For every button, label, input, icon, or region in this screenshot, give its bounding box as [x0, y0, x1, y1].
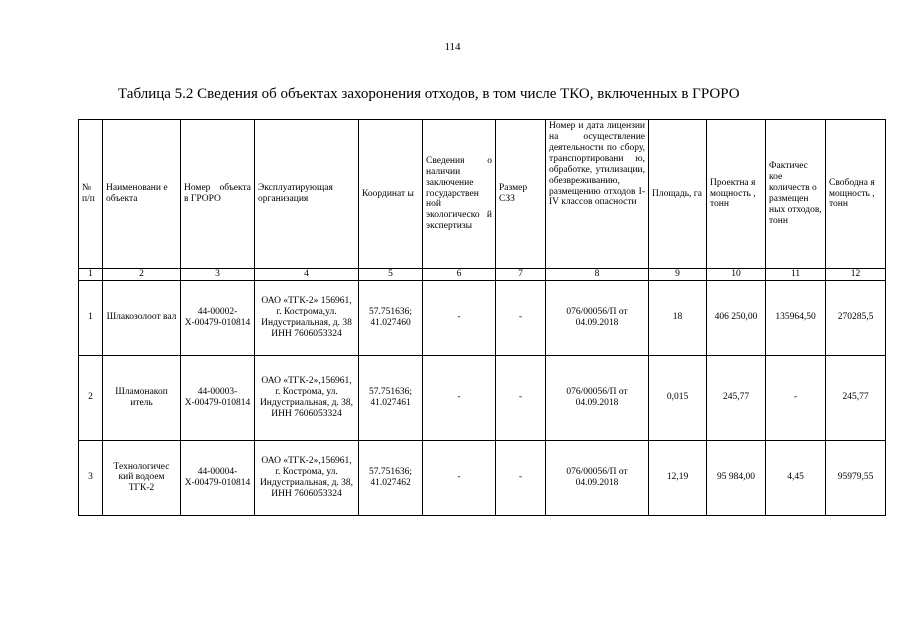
cell-actual-amount: 135964,50: [766, 280, 826, 355]
cell-area: 18: [649, 280, 707, 355]
column-number: 12: [826, 269, 886, 281]
header-cell-operator: Эксплуатирующая организация: [255, 120, 359, 269]
header-cell-area: Площадь, га: [649, 120, 707, 269]
cell-szz-size: -: [496, 440, 546, 515]
cell-number: 2: [79, 355, 103, 440]
column-number-row: [79, 269, 886, 281]
page-number: 114: [444, 41, 461, 53]
cell-expertise: -: [423, 355, 496, 440]
cell-groro-number: 44-00004-Х-00479-010814: [181, 440, 255, 515]
cell-number: 3: [79, 440, 103, 515]
cell-license: 076/00056/П от 04.09.2018: [546, 280, 649, 355]
cell-free-capacity: 270285,5: [826, 280, 886, 355]
cell-expertise: -: [423, 440, 496, 515]
table-row: [79, 355, 886, 440]
cell-groro-number: 44-00003-Х-00479-010814: [181, 355, 255, 440]
cell-design-capacity: 95 984,00: [707, 440, 766, 515]
cell-number: 1: [79, 280, 103, 355]
cell-object-name: Технологичес кий водоем ТГК-2: [103, 440, 181, 515]
column-number: 5: [359, 269, 423, 281]
cell-design-capacity: 245,77: [707, 355, 766, 440]
cell-actual-amount: 4,45: [766, 440, 826, 515]
column-number: 8: [546, 269, 649, 281]
header-cell-expertise: Сведения о наличии заключение государствен ной экологическо й экспертизы: [423, 120, 496, 269]
cell-free-capacity: 245,77: [826, 355, 886, 440]
column-number: 9: [649, 269, 707, 281]
cell-operator: ОАО «ТГК-2»,156961, г. Кострома, ул. Индустриальная, д. 38, ИНН 7606053324: [255, 440, 359, 515]
cell-area: 12,19: [649, 440, 707, 515]
cell-object-name: Шламонакоп итель: [103, 355, 181, 440]
cell-license: 076/00056/П от 04.09.2018: [546, 440, 649, 515]
table-row: [79, 280, 886, 355]
waste-objects-table: [78, 119, 886, 516]
cell-szz-size: -: [496, 355, 546, 440]
header-cell-design-capacity: Проектна я мощность , тонн: [707, 120, 766, 269]
cell-area: 0,015: [649, 355, 707, 440]
table-row: [79, 440, 886, 515]
cell-actual-amount: -: [766, 355, 826, 440]
header-cell-free-capacity: Свободна я мощность , тонн: [826, 120, 886, 269]
header-cell-szz-size: Размер СЗЗ: [496, 120, 546, 269]
header-cell-license: Номер и дата лицензии на осуществление деятельности по сбору, транспортировани ю, обработке, утилизации, обезвреживанию, размещению отходов I-IV классов опасности: [546, 120, 649, 269]
header-cell-number: № п/п: [79, 120, 103, 269]
column-number: 1: [79, 269, 103, 281]
column-number: 7: [496, 269, 546, 281]
cell-coordinates: 57.751636; 41.027460: [359, 280, 423, 355]
header-cell-coordinates: Координат ы: [359, 120, 423, 269]
cell-expertise: -: [423, 280, 496, 355]
table-header-row: [79, 120, 886, 269]
cell-coordinates: 57.751636; 41.027461: [359, 355, 423, 440]
column-number: 10: [707, 269, 766, 281]
cell-szz-size: -: [496, 280, 546, 355]
cell-operator: ОАО «ТГК-2» 156961, г. Кострома,ул. Индустриальная, д. 38 ИНН 7606053324: [255, 280, 359, 355]
cell-groro-number: 44-00002-Х-00479-010814: [181, 280, 255, 355]
column-number: 3: [181, 269, 255, 281]
cell-coordinates: 57.751636; 41.027462: [359, 440, 423, 515]
cell-operator: ОАО «ТГК-2»,156961, г. Кострома, ул. Индустриальная, д. 38, ИНН 7606053324: [255, 355, 359, 440]
cell-design-capacity: 406 250,00: [707, 280, 766, 355]
header-cell-groro-number: Номер объекта в ГРОРО: [181, 120, 255, 269]
header-cell-object-name: Наименовани е объекта: [103, 120, 181, 269]
cell-free-capacity: 95979,55: [826, 440, 886, 515]
header-cell-actual-amount: Фактичес кое количеств о размещен ных отходов, тонн: [766, 120, 826, 269]
column-number: 2: [103, 269, 181, 281]
column-number: 4: [255, 269, 359, 281]
column-number: 6: [423, 269, 496, 281]
cell-object-name: Шлакозолоот вал: [103, 280, 181, 355]
cell-license: 076/00056/П от 04.09.2018: [546, 355, 649, 440]
table-title: Таблица 5.2 Сведения об объектах захоронения отходов, в том числе ТКО, включенных в ГРОРО: [118, 86, 740, 102]
column-number: 11: [766, 269, 826, 281]
